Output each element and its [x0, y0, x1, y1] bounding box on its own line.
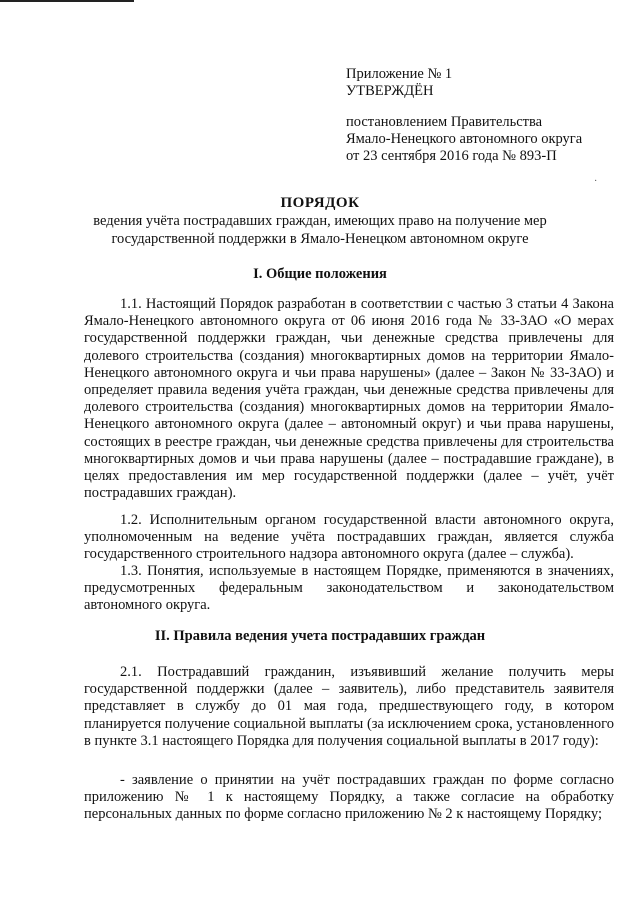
government-name: Ямало-Ненецкого автономного округа	[346, 131, 583, 147]
section-1-heading: I. Общие положения	[253, 266, 387, 282]
paragraph-1-1: 1.1. Настоящий Порядок разработан в соответствии с частью 3 статьи 4 Закона Ямало-Ненецкого автономного округа от 06 июня 2016 года № 33-ЗАО «О мерах государственной поддержки граждан, чьи денежные средства привлечены для долевого строительства (создания) многоквартирных домов на территории Ямало-Ненецкого автономного округа и чьи права нарушены» (далее – Закон № 33-ЗАО) и определяет правила ведения учёта граждан, чьи денежные средства привлечены для долевого строительства (создания) многоквартирных домов на территории Ямало-Ненецкого автономного округа (далее – автономный округ) и чьи права нарушены, состоящих в реестре граждан, чьи денежные средства привлечены для строительства многоквартирных домов и чьи права нарушены (далее – пострадавшие граждане), в целях предоставления им мер государственной поддержки (далее – учёт, учёт пострадавших граждан).	[84, 296, 614, 502]
resolution-date: от 23 сентября 2016 года № 893-П	[346, 148, 557, 164]
approval-block	[346, 66, 626, 165]
paragraph-1-3: 1.3. Понятия, используемые в настоящем Порядке, применяются в значениях, предусмотренных федеральным законодательством и законодательством автономного округа.	[84, 563, 614, 614]
document-subtitle: ведения учёта пострадавших граждан, имеющих право на получение мер государственной поддержки в Ямало-Ненецком автономном округе	[93, 213, 547, 247]
paragraph-2-1-item: - заявление о принятии на учёт пострадавших граждан по форме согласно приложению № 1 к настоящему Порядку, а также согласие на обработку персональных данных по форме согласно приложению № 2 к настоящему Порядку;	[84, 772, 614, 823]
section-2-heading: II. Правила ведения учета пострадавших граждан	[154, 628, 486, 644]
paragraph-1-2: 1.2. Исполнительным органом государственной власти автономного округа, уполномоченным на ведение учёта пострадавших граждан, является служба государственного строительного надзора автономного округа (далее – служба).	[84, 512, 614, 563]
document-title: ПОРЯДОК	[280, 195, 360, 211]
paragraph-2-1: 2.1. Пострадавший гражданин, изъявивший желание получить меры государственной поддержки (далее – заявитель), либо представитель заявителя представляет в службу до 01 мая года, предшествующего году, в котором планируется получение социальной выплаты (за исключением срока, установленного в пункте 3.1 настоящего Порядка для получения социальной выплаты в 2017 году):	[84, 664, 614, 749]
scan-speck: ·	[594, 176, 598, 187]
resolution-line: постановлением Правительства	[346, 114, 543, 130]
approved-label: УТВЕРЖДЁН	[346, 83, 434, 99]
top-rule	[0, 0, 134, 2]
appendix-number: Приложение № 1	[346, 66, 453, 82]
